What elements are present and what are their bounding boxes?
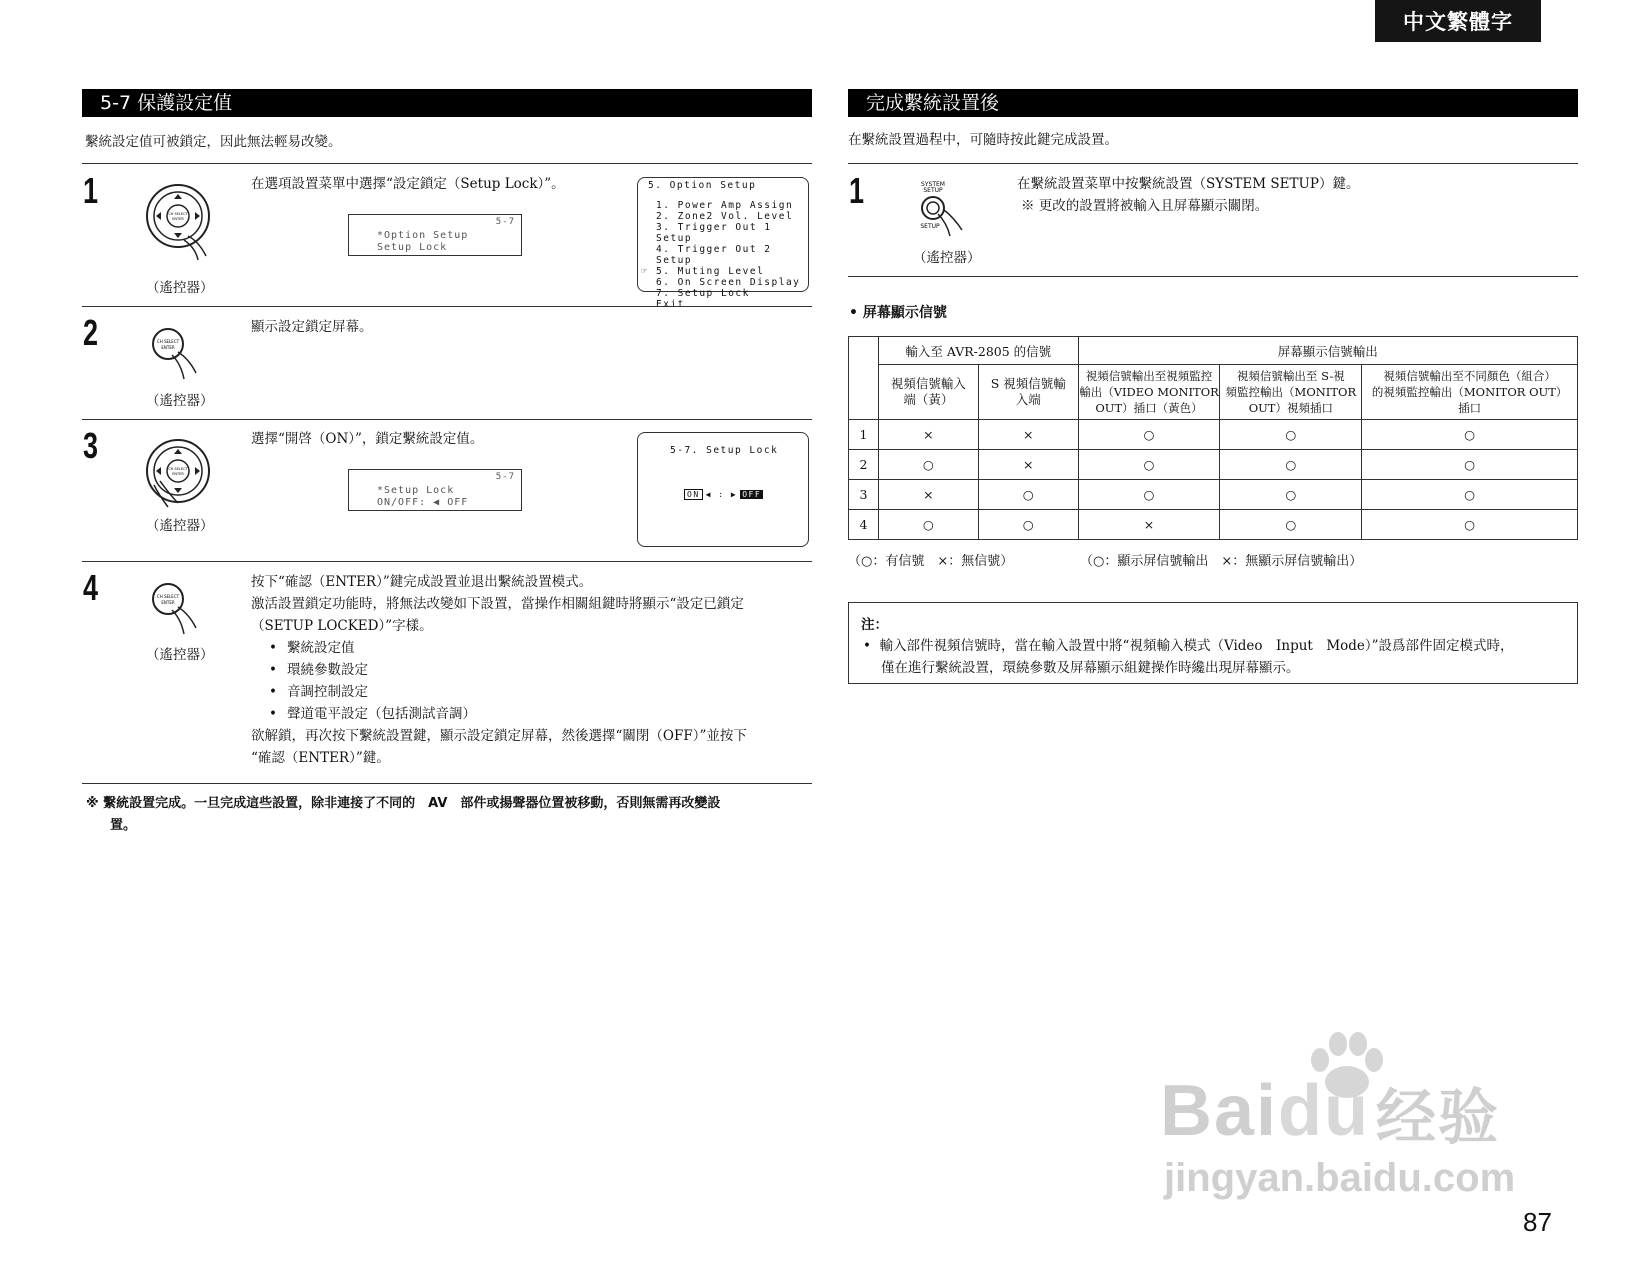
table-group-header: 輸入至 AVR-2805 的信號	[878, 337, 1078, 365]
table-column-header: 視頻信號輸出至不同顏色（組合） 的視頻監控輸出（MONITOR OUT） 插口	[1362, 365, 1578, 420]
table-cell: 4	[849, 510, 879, 540]
table-cell: ○	[1220, 480, 1362, 510]
note-line: 輸入部件視頻信號時，當在輸入設置中將“視頻輸入模式（Video Input Mode）”設爲部件固定模式時，	[879, 638, 1514, 654]
remote-dpad-icon	[140, 433, 220, 519]
osd-line: *Setup Lock	[377, 485, 455, 496]
svg-text:ENTER: ENTER	[172, 217, 184, 221]
svg-text:SYSTEM: SYSTEM	[921, 181, 945, 188]
osd-on-off-row	[684, 489, 763, 500]
watermark-url: jingyan.baidu.com	[1164, 1156, 1516, 1200]
step-number: 1	[83, 170, 99, 211]
table-cell: ○	[978, 480, 1078, 510]
left-intro: 繫統設定值可被鎖定，因此無法輕易改變。	[85, 134, 342, 150]
table-group-header: 屏幕顯示信號輸出	[1078, 337, 1577, 365]
osd-menu-item: 5. Muting Level	[656, 266, 765, 277]
svg-text:CH SELECT: CH SELECT	[156, 594, 180, 599]
table-cell: ×	[978, 450, 1078, 480]
divider	[82, 783, 812, 784]
step-text-line: 激活設置鎖定功能時，將無法改變如下設置，當操作相關組鍵時將顯示“設定已鎖定	[251, 596, 744, 612]
list-item: • 音調控制設定	[251, 681, 811, 703]
enter-button-icon	[146, 325, 206, 385]
step-4-text	[251, 571, 811, 769]
svg-text:CH SELECT: CH SELECT	[156, 339, 180, 344]
step-number: 4	[83, 567, 99, 608]
osd-small-screen	[348, 469, 522, 511]
svg-text:ENTER: ENTER	[172, 472, 184, 476]
step-text-line: “確認（ENTER）”鍵。	[251, 750, 390, 766]
osd-small-screen	[348, 214, 522, 256]
baidu-jingyan-watermark	[1150, 1070, 1570, 1210]
step-3-text: 選擇“開啓（ON）”，鎖定繫統設定值。	[251, 431, 484, 447]
divider	[82, 163, 812, 164]
right-intro: 在繫統設置過程中，可隨時按此鍵完成設置。	[848, 132, 1118, 148]
osd-menu-item: 1. Power Amp Assign	[656, 200, 794, 211]
list-item: • 繫統設定值	[251, 637, 811, 659]
table-cell: ○	[1220, 450, 1362, 480]
osd-menu-item: 7. Setup Lock	[656, 288, 750, 299]
divider	[82, 306, 812, 307]
table-cell: ○	[1362, 450, 1578, 480]
osd-menu-item: Exit	[656, 299, 685, 310]
osd-line: Setup Lock	[377, 242, 448, 253]
osd-menu-item: 2. Zone2 Vol. Level	[656, 211, 794, 222]
divider	[82, 419, 812, 420]
osd-page: 5-7	[495, 472, 515, 482]
bullet-icon: •	[849, 305, 863, 321]
table-cell: ○	[878, 450, 978, 480]
table-column-header: 視頻信號輸入 端（黃）	[878, 365, 978, 420]
table-cell: ○	[1078, 420, 1220, 450]
osd-page: 5-7	[495, 217, 515, 227]
table-cell: 1	[849, 420, 879, 450]
osd-menu-screen	[637, 177, 809, 310]
osd-setup-lock-screen	[637, 432, 809, 547]
remote-caption: （遙控器）	[146, 393, 214, 409]
language-tab: 中文繁體字	[1375, 0, 1541, 42]
footnote-line: ※ 繫統設置完成。一旦完成這些設置，除非連接了不同的 AV 部件或揚聲器位置被移動，否則無需再改變設	[86, 796, 721, 811]
table-heading	[849, 302, 947, 322]
watermark-brand-jingyan: 经验	[1376, 1083, 1501, 1153]
list-item: • 聲道電平設定（包括測試音調）	[251, 703, 811, 725]
table-cell: ○	[1362, 510, 1578, 540]
step-1-text: 在選項設置菜單中選擇“設定鎖定（Setup Lock）”。	[251, 176, 565, 192]
table-row	[849, 510, 1578, 540]
remote-caption: （遙控器）	[146, 518, 214, 534]
table-row	[849, 480, 1578, 510]
divider	[848, 163, 1578, 164]
table-cell: ○	[1362, 420, 1578, 450]
step-number: 2	[83, 312, 99, 353]
section-title-protect-settings: 5-7 保護設定值	[82, 89, 812, 117]
table-title: 屏幕顯示信號	[862, 305, 947, 321]
remote-caption: （遙控器）	[146, 647, 214, 663]
table-cell: ×	[1078, 510, 1220, 540]
step-text-line: 按下“確認（ENTER）”鍵完成設置並退出繫統設置模式。	[251, 574, 593, 590]
svg-text:SETUP: SETUP	[923, 187, 943, 194]
step-text-line: （SETUP LOCKED）”字樣。	[251, 618, 433, 634]
table-cell: ○	[878, 510, 978, 540]
table-cell: 2	[849, 450, 879, 480]
enter-button-icon	[146, 580, 206, 640]
table-cell: ○	[1078, 450, 1220, 480]
table-column-header: 視頻信號輸出至視頻監控 輸出（VIDEO MONITOR OUT）插口（黃色）	[1078, 365, 1220, 420]
step-number: 1	[849, 170, 865, 211]
osd-menu-item: 6. On Screen Display	[656, 277, 801, 288]
remote-caption: （遙控器）	[146, 280, 214, 296]
remote-dpad-icon	[140, 178, 220, 264]
note-title: 注：	[861, 617, 888, 633]
svg-text:CH SELECT: CH SELECT	[168, 212, 188, 216]
step-text-line: 欲解鎖，再次按下繫統設置鍵，顯示設定鎖定屏幕，然後選擇“關閉（OFF）”並按下	[251, 728, 747, 744]
table-cell: ○	[1078, 480, 1220, 510]
table-cell: ○	[978, 510, 1078, 540]
osd-menu-list	[656, 200, 808, 310]
table-column-header: S 視頻信號輸 入端	[978, 365, 1078, 420]
watermark-brand-du: du	[1278, 1071, 1371, 1151]
remote-caption: （遙控器）	[913, 250, 981, 266]
page-number: 87	[1523, 1207, 1552, 1237]
osd-title: 5-7. Setup Lock	[670, 445, 779, 456]
step-text-line: ※ 更改的設置將被輸入且屏幕顯示關閉。	[1021, 198, 1269, 214]
table-cell: ×	[878, 480, 978, 510]
right-step-text	[1017, 173, 1359, 217]
table-legend-output: （○：顯示屏信號輸出 ×：無顯示屏信號輸出）	[1080, 554, 1363, 569]
bullet-icon: •	[863, 638, 880, 654]
table-row	[849, 450, 1578, 480]
osd-off-option: OFF	[742, 490, 762, 499]
system-setup-button-icon	[910, 178, 980, 238]
step-number: 3	[83, 425, 99, 466]
table-cell: ○	[1220, 510, 1362, 540]
divider	[848, 276, 1578, 277]
osd-line: ON/OFF: ◀ OFF	[377, 497, 469, 508]
note-line: 僅在進行繫統設置，環繞參數及屏幕顯示組鍵操作時纔出現屏幕顯示。	[881, 660, 1300, 676]
footnote-line: 置。	[110, 818, 137, 833]
table-legend-input: （○：有信號 ×：無信號）	[848, 554, 1014, 569]
note-text	[863, 635, 1514, 679]
osd-menu-item: 4. Trigger Out 2 Setup	[656, 244, 772, 266]
table-row	[849, 420, 1578, 450]
osd-title: 5. Option Setup	[648, 180, 757, 191]
section-title-after-setup: 完成繫統設置後	[848, 89, 1578, 117]
watermark-brand: Bai	[1160, 1071, 1279, 1151]
table-cell: ○	[1220, 420, 1362, 450]
table-column-header: 視頻信號輸出至 S-視 頻監控輸出（MONITOR OUT）視頻插口	[1220, 365, 1362, 420]
table-corner	[849, 337, 879, 420]
list-item: • 環繞參數設定	[251, 659, 811, 681]
table-cell: 3	[849, 480, 879, 510]
osd-on-option: ON	[684, 489, 703, 500]
svg-text:ENTER: ENTER	[161, 345, 175, 350]
step-text-line: 在繫統設置菜單中按繫統設置（SYSTEM SETUP）鍵。	[1017, 176, 1360, 192]
osd-line: *Option Setup	[377, 230, 469, 241]
footnote	[86, 793, 816, 837]
step-2-text: 顯示設定鎖定屏幕。	[251, 319, 373, 335]
table-cell: ×	[878, 420, 978, 450]
svg-text:ENTER: ENTER	[161, 600, 175, 605]
locked-settings-list	[251, 637, 811, 725]
table-cell: ○	[1362, 480, 1578, 510]
arrow-left-right-icon: ◀ : ▶	[705, 490, 738, 499]
note-box	[848, 602, 1578, 684]
table-cell: ×	[978, 420, 1078, 450]
svg-text:CH SELECT: CH SELECT	[168, 467, 188, 471]
divider	[82, 561, 812, 562]
screen-signal-table	[848, 336, 1578, 540]
osd-menu-item: 3. Trigger Out 1 Setup	[656, 222, 772, 244]
svg-text:SETUP: SETUP	[920, 223, 940, 230]
pointing-hand-icon: ☞	[641, 266, 649, 277]
